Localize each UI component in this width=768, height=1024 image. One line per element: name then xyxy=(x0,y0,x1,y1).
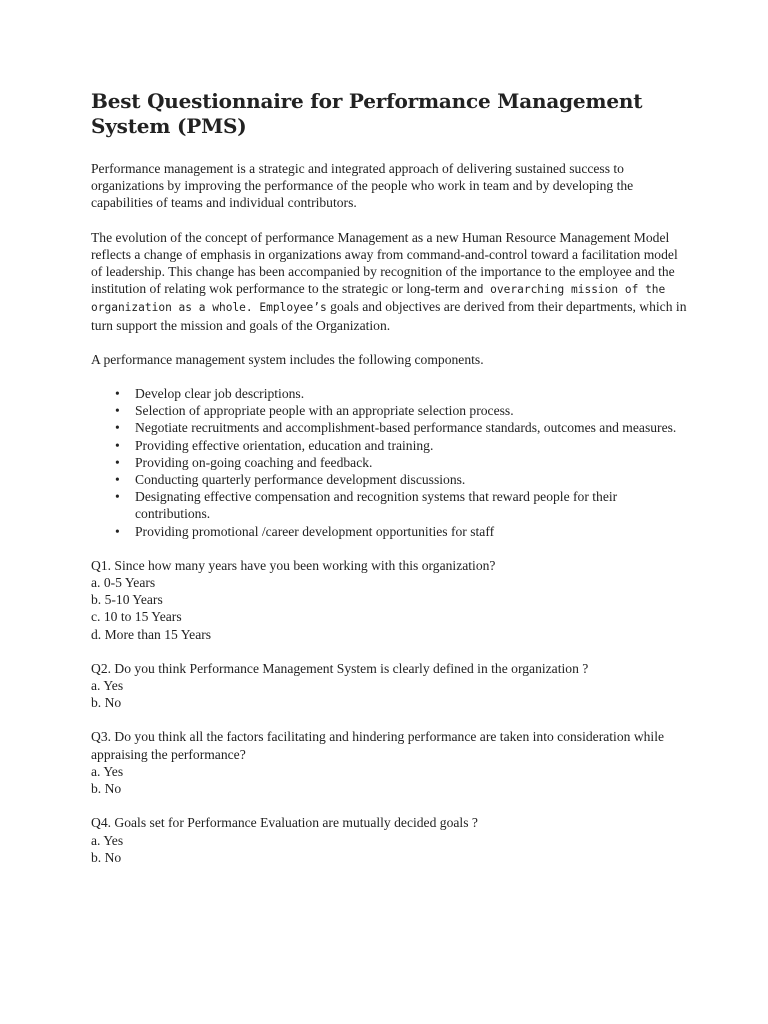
answer-option: b. No xyxy=(91,695,122,711)
list-item-text: Selection of appropriate people with an appropriate selection process. xyxy=(135,403,514,419)
question-text: Q4. Goals set for Performance Evaluation are mutually decided goals ? xyxy=(91,815,478,831)
evolution-text-part-1: The evolution of the concept of performance Management as a new Human Resource Management Model reflects a change of emphasis in organizations away from command-and-control toward a facilitation model of leadership. This change has been accompanied by recognition of the importance to the employee and the institution of relating wok performance to the strategic or long-term xyxy=(91,229,678,297)
list-item xyxy=(115,471,691,488)
list-item-text: Conducting quarterly performance development discussions. xyxy=(135,472,466,488)
components-list xyxy=(91,385,691,540)
list-item xyxy=(115,454,691,471)
bullet-icon: • xyxy=(115,437,120,453)
answer-option: a. Yes xyxy=(91,832,124,848)
answer-option: b. No xyxy=(91,781,122,797)
list-item-text: Providing on-going coaching and feedback. xyxy=(135,454,373,470)
list-item xyxy=(115,523,691,540)
list-item-text: Providing promotional /career development opportunities for staff xyxy=(135,523,495,539)
list-item xyxy=(115,488,691,522)
answer-option: d. More than 15 Years xyxy=(91,626,212,642)
bullet-icon: • xyxy=(115,489,120,505)
list-item xyxy=(115,402,691,419)
bullet-icon: • xyxy=(115,523,120,539)
question-text: Q1. Since how many years have you been working with this organization? xyxy=(91,557,496,573)
bullet-icon: • xyxy=(115,472,120,488)
evolution-text-part-2: and overarching mission of the organization as a whole. Employee’s xyxy=(91,283,666,315)
intro-paragraph: Performance management is a strategic and integrated approach of delivering sustained success to organizations by improving the performance of the people who work in team and by developing the capabilities of teams and individual contributors. xyxy=(91,161,634,211)
list-item xyxy=(115,437,691,454)
question-1 xyxy=(91,557,691,643)
list-item-text: Providing effective orientation, education and training. xyxy=(135,437,434,453)
page-title: Best Questionnaire for Performance Management System (PMS) xyxy=(91,89,643,138)
answer-option: a. 0-5 Years xyxy=(91,575,156,591)
list-item xyxy=(115,419,691,436)
components-intro: A performance management system includes the following components. xyxy=(91,351,484,367)
list-item-text: Develop clear job descriptions. xyxy=(135,386,305,402)
question-2 xyxy=(91,660,691,712)
bullet-icon: • xyxy=(115,420,120,436)
bullet-icon: • xyxy=(115,386,120,402)
evolution-text-part-3: goals and objectives are derived from their departments, which in turn support the mission and goals of the Organization. xyxy=(91,299,687,333)
question-text: Q3. Do you think all the factors facilitating and hindering performance are taken into consideration while appraising the performance? xyxy=(91,729,665,762)
answer-option: b. No xyxy=(91,849,122,865)
answer-option: a. Yes xyxy=(91,763,124,779)
question-3 xyxy=(91,728,691,797)
list-item xyxy=(115,385,691,402)
evolution-paragraph xyxy=(91,229,691,334)
question-text: Q2. Do you think Performance Management System is clearly defined in the organization ? xyxy=(91,660,589,676)
answer-option: c. 10 to 15 Years xyxy=(91,609,182,625)
bullet-icon: • xyxy=(115,403,120,419)
document-page xyxy=(91,89,691,883)
list-item-text: Negotiate recruitments and accomplishment-based performance standards, outcomes and measures. xyxy=(135,420,677,436)
answer-option: b. 5-10 Years xyxy=(91,592,163,608)
answer-option: a. Yes xyxy=(91,678,124,694)
bullet-icon: • xyxy=(115,454,120,470)
list-item-text: Designating effective compensation and recognition systems that reward people for their contributions. xyxy=(135,489,618,522)
question-4 xyxy=(91,814,691,866)
